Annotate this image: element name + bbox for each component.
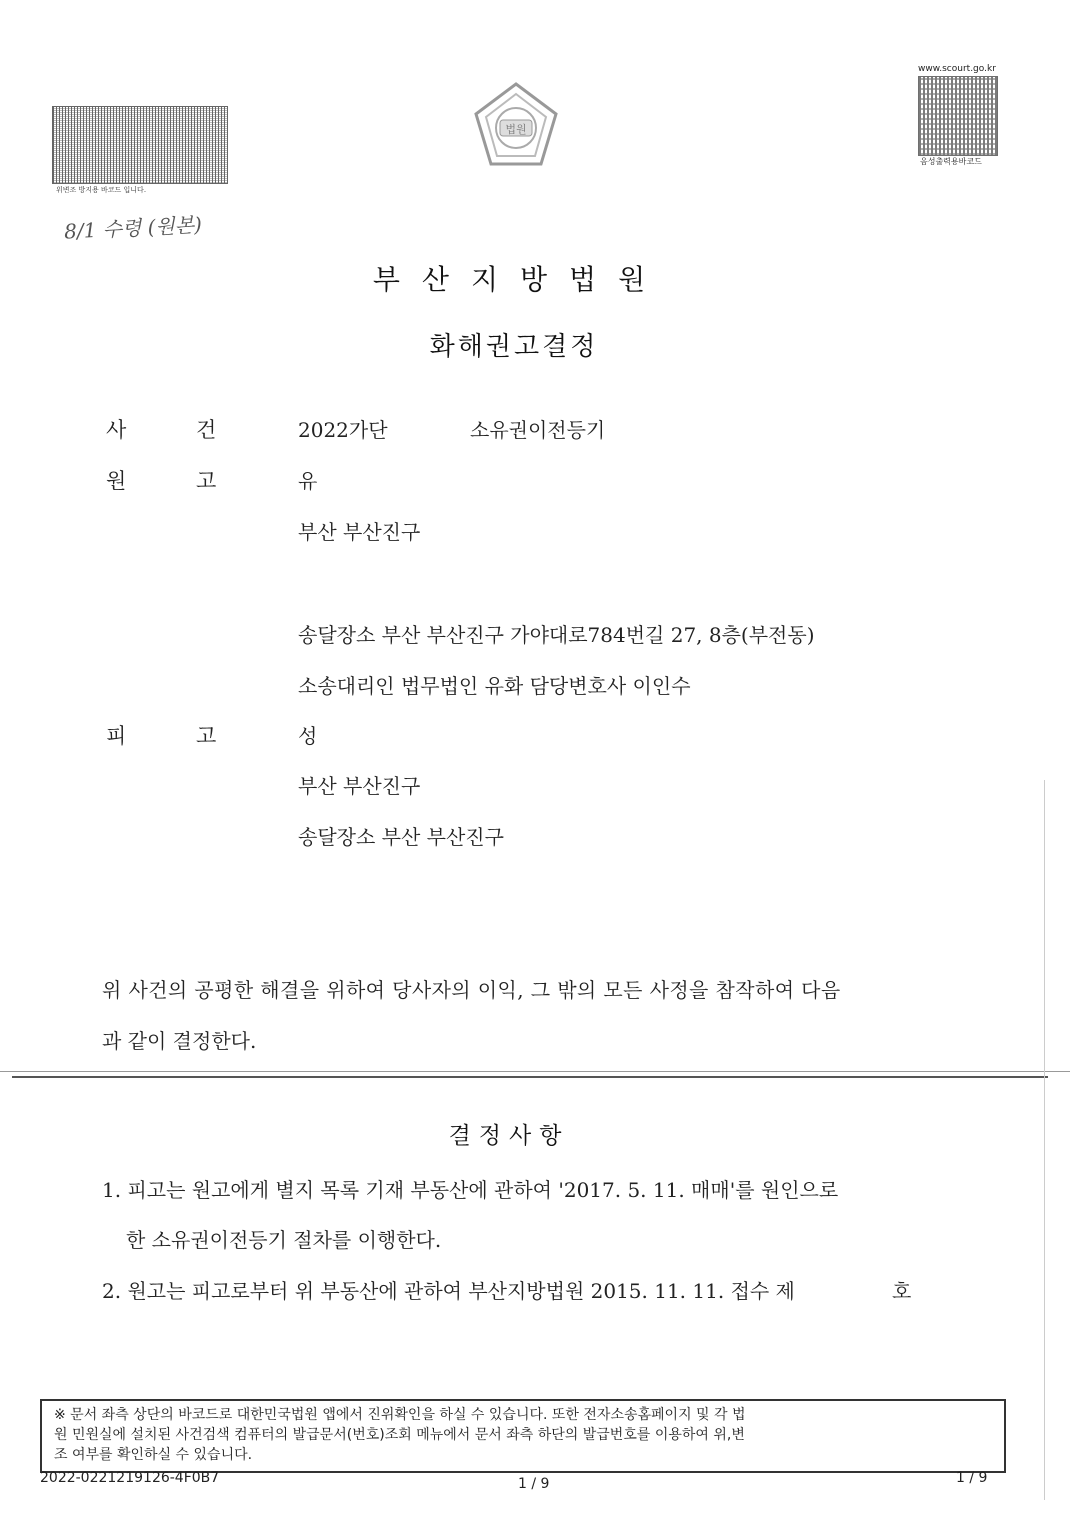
- verification-notice: [40, 1399, 1006, 1473]
- case-name: 소유권이전등기: [470, 418, 606, 442]
- defendant-name: 성: [298, 724, 318, 748]
- case-label: 건: [196, 418, 217, 442]
- notice-line: 조 여부를 확인하실 수 있습니다.: [54, 1447, 253, 1463]
- qr-label: 음성출력용바코드: [920, 157, 982, 166]
- decision-item-2: 2. 원고는 피고로부터 위 부동산에 관하여 부산지방법원 2015. 11. 11. 접수 제: [102, 1279, 795, 1303]
- document-title: 화해권고결정: [429, 332, 599, 362]
- page-number: 1 / 9: [518, 1476, 550, 1492]
- decision-item-1: 1. 피고는 원고에게 별지 목록 기재 부동산에 관하여 '2017. 5. 11. 매매'를 원인으로: [102, 1178, 839, 1202]
- barcode-note: 위변조 방지용 바코드 입니다.: [56, 186, 147, 194]
- plaintiff-attorney: 소송대리인 법무법인 유화 담당변호사 이인수: [298, 674, 691, 698]
- page-number-right: 1 / 9: [956, 1470, 988, 1486]
- notice-line: 원 민원실에 설치된 사건검색 컴퓨터의 발급문서(번호)조회 메뉴에서 문서 좌측 하단의 발급번호를 이용하여 위,변: [54, 1427, 745, 1443]
- defendant-label: 피: [106, 724, 127, 748]
- plaintiff-label: 원: [106, 469, 127, 493]
- voice-output-barcode: [918, 76, 998, 156]
- handwritten-note: 8/1 수령 (원본): [63, 212, 203, 244]
- defendant-service-address: 송달장소 부산 부산진구: [298, 825, 504, 849]
- fold-line: [0, 1071, 1070, 1072]
- authenticity-barcode: [52, 106, 228, 184]
- case-number: 2022가단: [298, 418, 388, 442]
- issue-number: 2022-0221219126-4F0B7: [40, 1470, 220, 1486]
- decision-item-1-cont: 한 소유권이전등기 절차를 이행한다.: [126, 1228, 442, 1252]
- seal-text: 법원: [505, 123, 527, 136]
- intro-line: 과 같이 결정한다.: [102, 1029, 257, 1053]
- court-seal-icon: [470, 80, 562, 172]
- plaintiff-address: 부산 부산진구: [298, 520, 421, 544]
- plaintiff-name: 유: [298, 469, 318, 493]
- plaintiff-label: 고: [196, 469, 217, 493]
- defendant-label: 고: [196, 724, 217, 748]
- plaintiff-service-address: 송달장소 부산 부산진구 가야대로784번길 27, 8층(부전동): [298, 623, 815, 647]
- case-label: 사: [106, 418, 127, 442]
- defendant-address: 부산 부산진구: [298, 774, 421, 798]
- decision-title: 결정사항: [448, 1123, 570, 1149]
- decision-item-2-suffix: 호: [892, 1279, 912, 1303]
- court-name: 부산지방법원: [372, 263, 668, 296]
- qr-url: www.scourt.go.kr: [918, 64, 996, 74]
- intro-line: 위 사건의 공평한 해결을 위하여 당사자의 이익, 그 밖의 모든 사정을 참작하여 다음: [102, 978, 841, 1002]
- notice-line: ※ 문서 좌측 상단의 바코드로 대한민국법원 앱에서 진위확인을 하실 수 있습니다. 또한 전자소송홈페이지 및 각 법: [54, 1407, 746, 1423]
- divider: [12, 1076, 1048, 1078]
- scan-edge: [1044, 780, 1045, 1500]
